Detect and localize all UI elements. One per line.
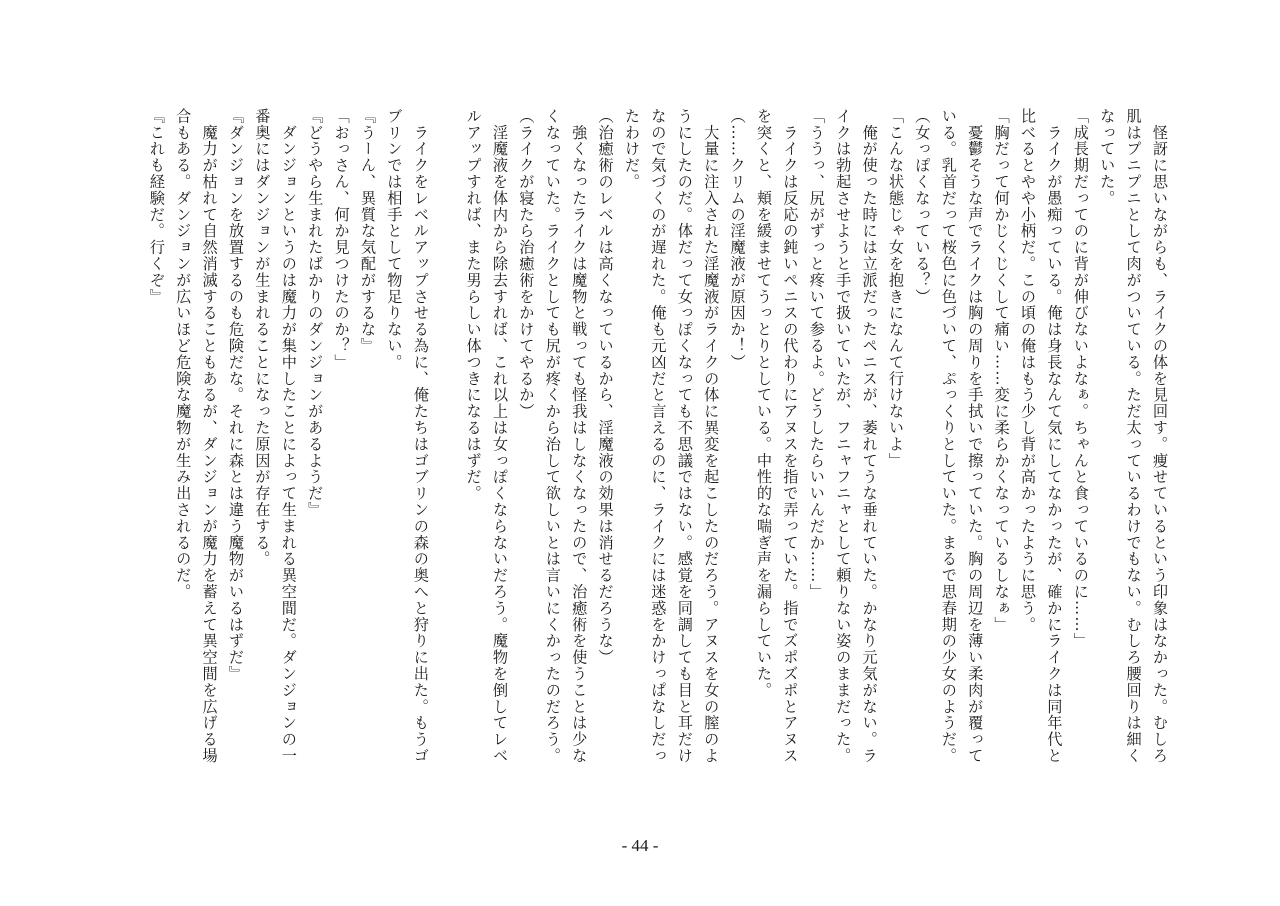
text-line: 淫魔液を体内から除去すれば、これ以上は女っぽくならないだろう。魔物を倒してレベ: [491, 108, 509, 764]
text-line: （女っぽくなっている？）: [913, 108, 932, 305]
text-line: 強くなったライクは魔物と戦っても怪我はしなくなったので、治癒術を使うことは少な: [570, 108, 589, 764]
text-line: なっていた。: [1098, 108, 1117, 207]
text-line: ダンジョンというのは魔力が集中したことによって生まれる異空間だ。ダンジョンの一: [279, 108, 298, 764]
text-line: 魔力が枯れて自然消滅することもあるが、ダンジョンが魔力を蓄えて異空間を広げる場: [200, 108, 219, 764]
text-line: 比べるとやや小柄だ。この頃の俺はもう少し背が高かったように思う。: [1019, 108, 1037, 633]
text-line: 『どうやら生まれたばかりのダンジョンがあるようだ』: [306, 108, 325, 518]
text-line: 『ダンジョンを放置するのも危険だな。それに森とは違う魔物がいるはずだ』: [227, 108, 245, 682]
text-line: 「こんな状態じゃ女を抱きになんて行けないよ」: [887, 108, 905, 469]
text-line: ルアップすれば、また男らしい体つきになるはずだ。: [464, 108, 483, 502]
text-line: ブリンでは相手として物足りない。: [385, 108, 404, 371]
text-line: 怪訝に思いながらも、ライクの体を見回す。痩せているという印象はなかった。むしろ: [1151, 108, 1169, 764]
text-line: ライクは反応の鈍いペニスの代わりにアヌスを指で弄っていた。指でズポズポとアヌス: [781, 108, 800, 764]
text-line: 大量に注入された淫魔液がライクの体に異変を起こしたのだろう。アヌスを女の膣のよ: [702, 108, 721, 764]
text-line: を突くと、頬を緩ませてうっとりとしている。中性的な喘ぎ声を漏らしていた。: [755, 108, 773, 699]
text-line: たわけだ。: [623, 108, 641, 190]
text-line: （治癒術のレベルは高くなっているから、淫魔液の効果は消せるだろうな）: [596, 108, 615, 666]
text-line: 番奥にはダンジョンが生まれることになった原因が存在する。: [253, 108, 272, 568]
text-line: 「成長期だってのに背が伸びないよなぁ。ちゃんと食っているのに……」: [1071, 108, 1090, 650]
text-line: 『うーん、異質な気配がするな』: [359, 108, 377, 354]
text-line: 肌はプニプニとして肉がついている。ただ太っているわけでもない。むしろ腰回りは細く: [1124, 108, 1143, 764]
text-line: いる。乳首だって桜色に色づいて、ぷっくりとしていた。まるで思春期の少女のようだ。: [939, 108, 958, 764]
text-line: 「胸だって何かじくじくして痛い……変に柔らかくなっているしなぁ」: [992, 108, 1011, 633]
text-line: （ライクが寝たら治癒術をかけてやるか）: [517, 108, 536, 420]
text-line: 『これも経験だ。行くぞ』: [147, 108, 166, 305]
text-line: 「おっさん、何か見つけたのか？」: [332, 108, 351, 371]
text-line: うにしたのだ。体だって女っぽくなっても不思議ではない。感覚を同調しても目と耳だけ: [675, 108, 694, 764]
text-line: ライクが愚痴っている。俺は身長なんて気にしてなかったが、確かにライクは同年代と: [1045, 108, 1064, 764]
text-line: ライクをレベルアップさせる為に、俺たちはゴブリンの森の奥へと狩りに出た。もうゴ: [411, 108, 430, 764]
text-line: 「ううっ、尻がずっと疼いて参るよ。どうしたらいいんだか……」: [807, 108, 826, 600]
text-line: くなっていた。ライクとしても尻が疼くから治して欲しいとは言いにくかったのだろう。: [543, 108, 562, 764]
text-line: 俺が使った時には立派だったペニスが、萎れてうな垂れていた。かなり元気がない。ラ: [860, 108, 879, 764]
text-line: 憂鬱そうな声でライクは胸の周りを手拭いで擦っていた。胸の周辺を薄い柔肉が覆って: [966, 108, 985, 764]
text-line: なので気づくのが遅れた。俺も元凶だと言えるのに、ライクには迷惑をかけっぱなしだっ: [649, 108, 668, 764]
text-line: 合もある。ダンジョンが広いほど危険な魔物が生み出されるのだ。: [174, 108, 193, 600]
text-line: （……クリムの淫魔液が原因か！）: [728, 108, 747, 371]
page-number: - 44 -: [621, 836, 659, 855]
text-line: イクは勃起させようと手で扱いていたが、フニャフニャとして頼りない姿のままだった。: [834, 108, 853, 764]
